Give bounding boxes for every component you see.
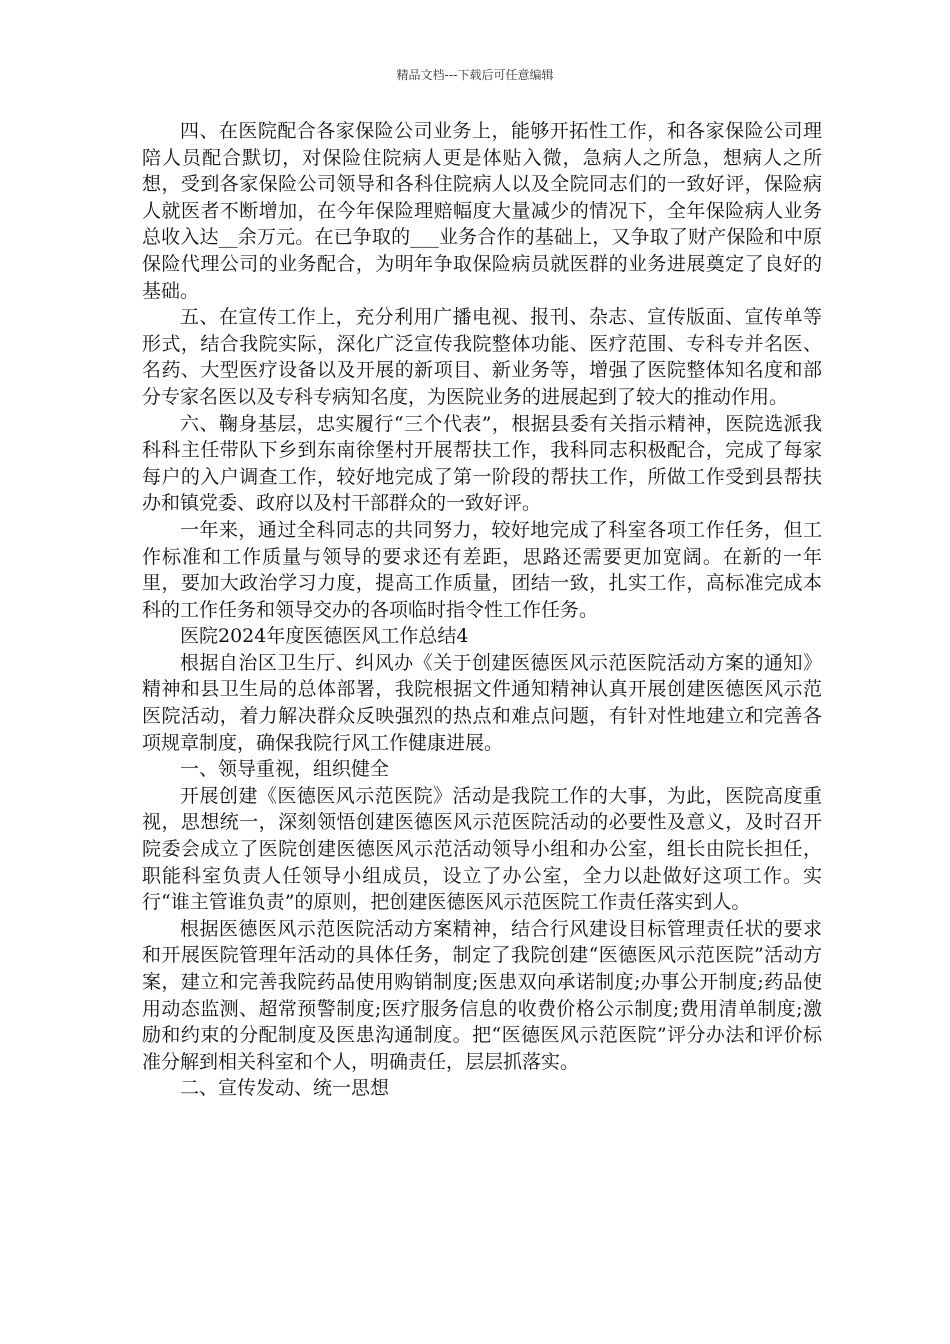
paragraph-2: 五、在宣传工作上，充分利用广播电视、报刊、杂志、宣传版面、宣传单等形式，结合我院实际，深化广泛宣传我院整体功能、医疗范围、专科专并名医、名药、大型医疗设备以及开展的新项目、新业务等，增强了医院整体知名度和部分专家名医以及专科专病知名度，为医院业务的进展起到了较大的推动作用。 <box>142 306 822 408</box>
paragraph-5: 根据自治区卫生厅、纠风办《关于创建医德医风示范医院活动方案的通知》精神和县卫生局的总体部署，我院根据文件通知精神认真开展创建医德医风示范医院活动，着力解决群众反映强烈的热点和难点问题，有针对性地建立和完善各项规章制度，确保我院行风工作健康进展。 <box>142 651 822 754</box>
page-header: 精品文档---下载后可任意编辑 <box>396 68 554 82</box>
heading-2: 二、宣传发动、统一思想 <box>180 1077 390 1100</box>
document-body <box>142 118 822 1102</box>
section-title: 医院2024年度医德医风工作总结4 <box>180 625 469 648</box>
heading-1: 一、领导重视，组织健全 <box>180 758 390 781</box>
paragraph-1: 四、在医院配合各家保险公司业务上，能够开拓性工作，和各家保险公司理陪人员配合默切，对保险住院病人更是体贴入微，急病人之所急，想病人之所想，受到各家保险公司领导和各科住院病人以及全院同志们的一致好评，保险病人就医者不断增加，在今年保险理赔幅度大量减少的情况下，全年保险病人业务总收入达__余万元。在已争取的___业务合作的基础上，又争取了财产保险和中原保险代理公司的业务配合，为明年争取保险病员就医群的业务进展奠定了良好的基础。 <box>142 120 822 302</box>
paragraph-3: 六、鞠身基层，忠实履行“三个代表”，根据县委有关指示精神，医院选派我科科主任带队下乡到东南徐堡村开展帮扶工作，我科同志积极配合，完成了每家每户的入户调查工作，较好地完成了第一阶段的帮扶工作，所做工作受到县帮扶办和镇党委、政府以及村干部群众的一致好评。 <box>142 412 822 515</box>
paragraph-7: 根据医德医风示范医院活动方案精神，结合行风建设目标管理责任状的要求和开展医院管理年活动的具体任务，制定了我院创建“医德医风示范医院”活动方案，建立和完善我院药品使用购销制度;医患双向承诺制度;办事公开制度;药品使用动态监测、超常预警制度;医疗服务信息的收费价格公示制度;费用清单制度;激励和约束的分配制度及医患沟通制度。把“医德医风示范医院”评分办法和评价标准分解到相关科室和个人，明确责任，层层抓落实。 <box>142 917 822 1073</box>
paragraph-6: 开展创建《医德医风示范医院》活动是我院工作的大事，为此，医院高度重视，思想统一，深刻领悟创建医德医风示范医院活动的必要性及意义，及时召开院委会成立了医院创建医德医风示范活动领导小组和办公室，组长由院长担任，职能科室负责人任领导小组成员，设立了办公室，全力以赴做好这项工作。实行“谁主管谁负责”的原则，把创建医德医风示范医院工作责任落实到人。 <box>142 784 822 914</box>
paragraph-4: 一年来，通过全科同志的共同努力，较好地完成了科室各项工作任务，但工作标准和工作质量与领导的要求还有差距，思路还需要更加宽阔。在新的一年里，要加大政治学习力度，提高工作质量，团结一致，扎实工作，高标准完成本科的工作任务和领导交办的各项临时指令性工作任务。 <box>142 518 822 621</box>
